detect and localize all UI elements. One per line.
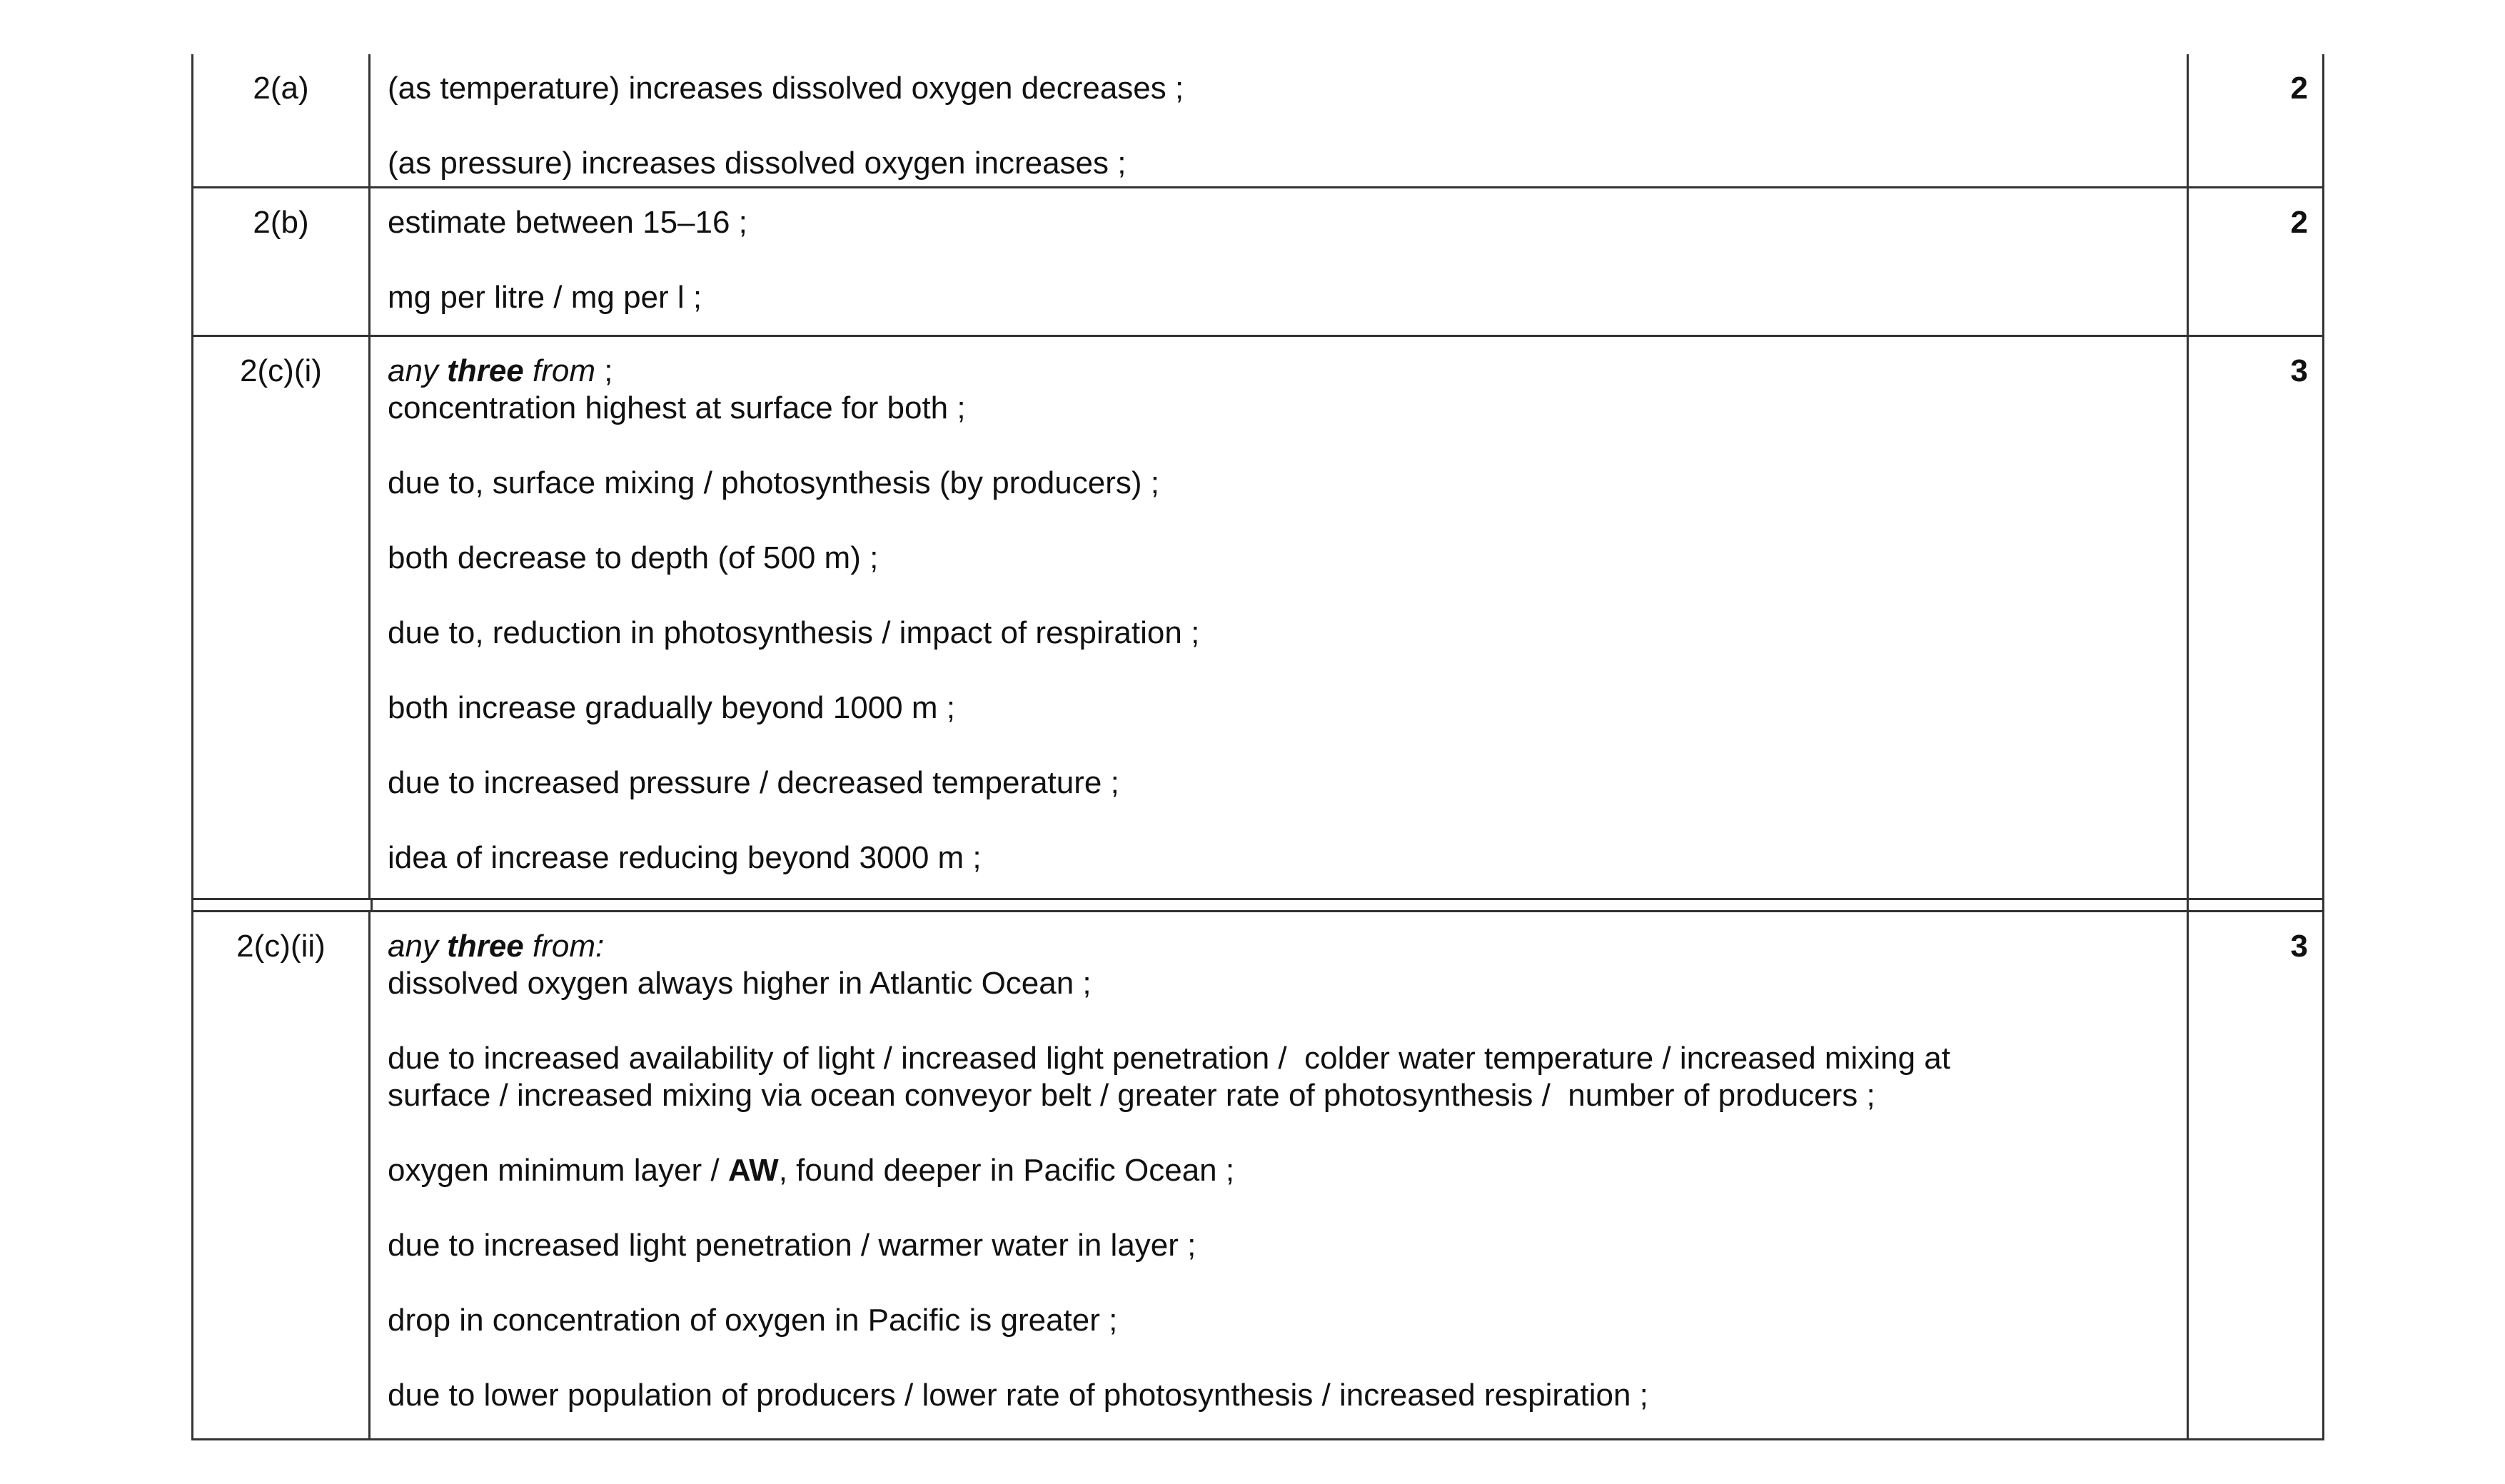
intro-pre: any bbox=[388, 929, 448, 964]
table-row bbox=[193, 186, 2322, 335]
answer-line: mg per litre / mg per l ; bbox=[388, 280, 702, 315]
answer-line bbox=[388, 1152, 2169, 1189]
aw-abbreviation: AW bbox=[727, 1153, 779, 1188]
answer-line: estimate between 15–16 ; bbox=[388, 205, 747, 240]
question-number: 2(a) bbox=[193, 54, 371, 186]
answer-line: idea of increase reducing beyond 3000 m ; bbox=[388, 840, 982, 875]
question-number: 2(b) bbox=[193, 188, 371, 335]
answer-intro bbox=[388, 353, 2169, 390]
marks-cell: 2 bbox=[2290, 71, 2308, 106]
answer-line: due to increased pressure / decreased temperature ; bbox=[388, 765, 1119, 800]
answer-line: (as pressure) increases dissolved oxygen increases ; bbox=[388, 146, 1127, 181]
answer-line: (as temperature) increases dissolved oxygen decreases ; bbox=[388, 71, 1184, 106]
mark-scheme-table bbox=[191, 54, 2324, 1440]
table-row bbox=[193, 912, 2322, 1438]
intro-post: from: bbox=[523, 929, 605, 964]
answer-cell bbox=[371, 337, 2189, 898]
answer-cell bbox=[371, 912, 2189, 1438]
marks-cell: 2 bbox=[2290, 205, 2308, 240]
answer-line: surface / increased mixing via ocean conveyor belt / greater rate of photosynthesis / number of producers ; bbox=[388, 1078, 1875, 1113]
answer-line: due to increased light penetration / warmer water in layer ; bbox=[388, 1228, 1196, 1263]
table-row bbox=[193, 335, 2322, 898]
marks-cell: 3 bbox=[2290, 929, 2308, 964]
intro-post: from bbox=[523, 353, 595, 388]
intro-pre: any bbox=[388, 353, 448, 388]
answer-line: due to, surface mixing / photosynthesis (by producers) ; bbox=[388, 465, 1159, 500]
question-number: 2(c)(ii) bbox=[193, 912, 371, 1438]
intro-bold: three bbox=[447, 929, 524, 964]
answer-line: both increase gradually beyond 1000 m ; bbox=[388, 690, 955, 725]
table-row bbox=[193, 54, 2322, 186]
answer-line: concentration highest at surface for both ; bbox=[388, 390, 966, 425]
marks-cell: 3 bbox=[2290, 353, 2308, 388]
answer-cell bbox=[371, 54, 2189, 186]
question-number: 2(c)(i) bbox=[193, 337, 371, 898]
answer-cell bbox=[371, 188, 2189, 335]
answer-intro bbox=[388, 928, 2169, 965]
row-separator bbox=[193, 898, 2322, 912]
answer-line: due to increased availability of light / increased light penetration / colder water temperature / increased mixing at bbox=[388, 1041, 1950, 1076]
answer-line: due to, reduction in photosynthesis / impact of respiration ; bbox=[388, 615, 1200, 650]
answer-line: due to lower population of producers / lower rate of photosynthesis / increased respiration ; bbox=[388, 1378, 1648, 1413]
answer-line: both decrease to depth (of 500 m) ; bbox=[388, 540, 879, 575]
intro-bold: three bbox=[447, 353, 524, 388]
answer-text: , found deeper in Pacific Ocean ; bbox=[778, 1153, 1235, 1188]
answer-line: dissolved oxygen always higher in Atlantic Ocean ; bbox=[388, 966, 1092, 1001]
intro-punct: ; bbox=[595, 353, 613, 388]
answer-text: oxygen minimum layer / bbox=[388, 1153, 728, 1188]
answer-line: drop in concentration of oxygen in Pacific is greater ; bbox=[388, 1303, 1118, 1338]
